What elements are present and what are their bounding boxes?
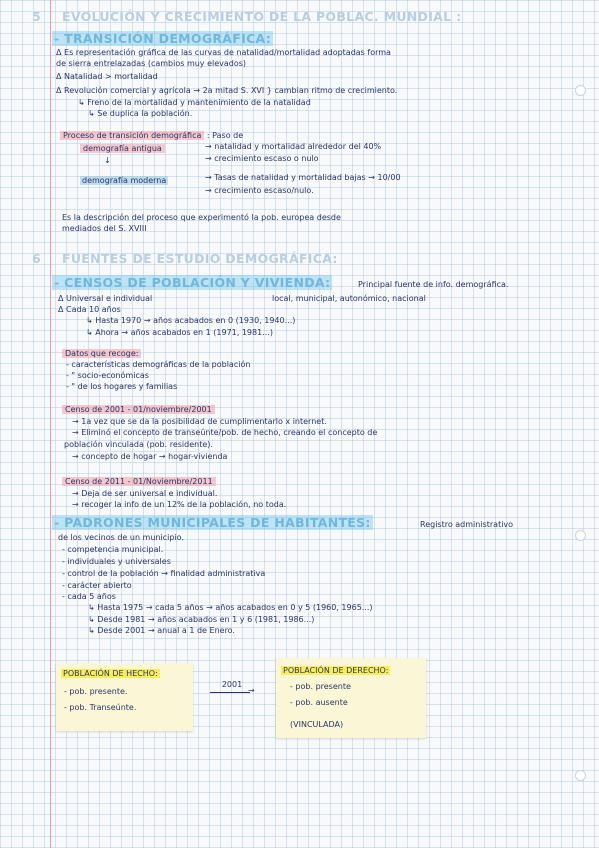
censo-2001-title: Censo de 2001 - 01/noviembre/2001 (62, 405, 215, 415)
censo-2011-title: Censo de 2011 - 01/Noviembre/2011 (62, 477, 216, 487)
note-title: POBLACIÓN DE HECHO: (63, 669, 158, 678)
demografia-moderna: demografía moderna (82, 176, 167, 185)
section-heading: FUENTES DE ESTUDIO DEMOGRÁFICA: (62, 251, 338, 266)
text-line: ↳ Freno de la mortalidad y mantenimiento de la natalidad (78, 98, 311, 107)
note-item: - pob. presente (290, 682, 351, 691)
text-line: → Eliminó el concepto de transeúnte/pob. de hecho, creando el concepto de (72, 428, 378, 437)
section-number: 6 (32, 251, 41, 266)
text-line: → 1a vez que se da la posibilidad de cumplimentarlo x internet. (72, 417, 327, 426)
text-line: Registro administrativo (420, 520, 514, 529)
text-line: Δ Cada 10 años (58, 305, 121, 314)
antigua-detail: → natalidad y mortalidad alrededor del 40% (205, 142, 382, 151)
text-line: de sierra entrelazadas (cambios muy elevados) (56, 59, 247, 68)
text-line: Principal fuente de info. demográfica. (358, 280, 509, 289)
list-item: - competencia municipal. (62, 545, 164, 554)
note-extra: (VINCULADA) (290, 720, 344, 729)
list-item: - individuales y universales (62, 557, 171, 566)
text-line: → Deja de ser universal e individual. (72, 489, 218, 498)
text-line: ↳ Ahora → años acabados en 1 (1971, 1981...) (86, 328, 273, 337)
moderna-detail: → Tasas de natalidad y mortalidad bajas → 10/00 (205, 173, 401, 182)
text-line: local, municipal, autonómico, nacional (272, 294, 426, 303)
sticky-note-hecho (56, 663, 193, 731)
text-line: Δ Es representación gráfica de las curvas de natalidad/mortalidad adoptadas forma (56, 48, 391, 57)
text-line: Δ Revolución comercial y agrícola → 2a mitad S. XVI } cambian ritmo de crecimiento. (56, 86, 398, 95)
datos-label: Datos que recoge: (62, 349, 141, 359)
heading-padrones: - PADRONES MUNICIPALES DE HABITANTES: (54, 515, 371, 530)
section-number: 5 (32, 9, 41, 24)
arrow-line (210, 692, 250, 693)
year-label: 2001 (221, 680, 243, 689)
text-line: de los vecinos de un municipio. (58, 533, 184, 542)
down-arrow: ↓ (104, 156, 111, 165)
list-subitem: ↳ Desde 2001 → anual a 1 de Enero. (88, 626, 235, 635)
text-line: - " socio-económicas (66, 371, 149, 380)
note-item: - pob. Transeúnte. (64, 703, 137, 712)
text-line: mediados del S. XVIII (62, 224, 147, 233)
demografia-antigua: demografía antigua (80, 144, 165, 154)
text-line: ↳ Hasta 1970 → años acabados en 0 (1930, 1940...) (86, 316, 296, 325)
heading-censos: - CENSOS DE POBLACIÓN Y VIVIENDA: (54, 275, 331, 290)
text-line: población vinculada (pob. residente). (64, 440, 213, 449)
text-line: - características demográficas de la población (66, 360, 251, 369)
section-heading: EVOLUCIÓN Y CRECIMIENTO DE LA POBLAC. MUNDIAL : (62, 9, 462, 24)
moderna-detail: → crecimiento escaso/nulo. (205, 186, 314, 195)
list-subitem: ↳ Desde 1981 → años acabados en 1 y 6 (1981, 1986...) (88, 615, 315, 624)
heading-transicion: - TRANSICIÓN DEMOGRÁFICA: (54, 31, 272, 46)
text-line: ↳ Se duplica la población. (88, 109, 193, 118)
note-item: - pob. presente. (64, 687, 128, 696)
arrow-head: → (248, 686, 255, 695)
text-line: → recoger la info de un 12% de la población, no toda. (72, 500, 287, 509)
text-line: - " de los hogares y familias (66, 382, 178, 391)
list-subitem: ↳ Hasta 1975 → cada 5 años → años acabados en 0 y 5 (1960, 1965...) (88, 603, 373, 612)
text-line: Δ Universal e individual (58, 294, 153, 303)
list-item: - control de la población → finalidad administrativa (62, 569, 266, 578)
list-item: - cada 5 años (62, 592, 116, 601)
text-line: Es la descripción del proceso que experimentó la pob. europea desde (62, 213, 341, 222)
antigua-detail: → crecimiento escaso o nulo (205, 154, 319, 163)
list-item: - carácter abierto (62, 581, 132, 590)
sticky-note-derecho (276, 658, 426, 738)
note-item: - pob. ausente (290, 698, 348, 707)
note-title: POBLACIÓN DE DERECHO: (283, 666, 389, 675)
text-line: Δ Natalidad > mortalidad (56, 72, 158, 81)
text-line: → concepto de hogar → hogar-vivienda (72, 452, 228, 461)
proceso-line: Proceso de transición demográfica : Paso de (60, 131, 243, 141)
